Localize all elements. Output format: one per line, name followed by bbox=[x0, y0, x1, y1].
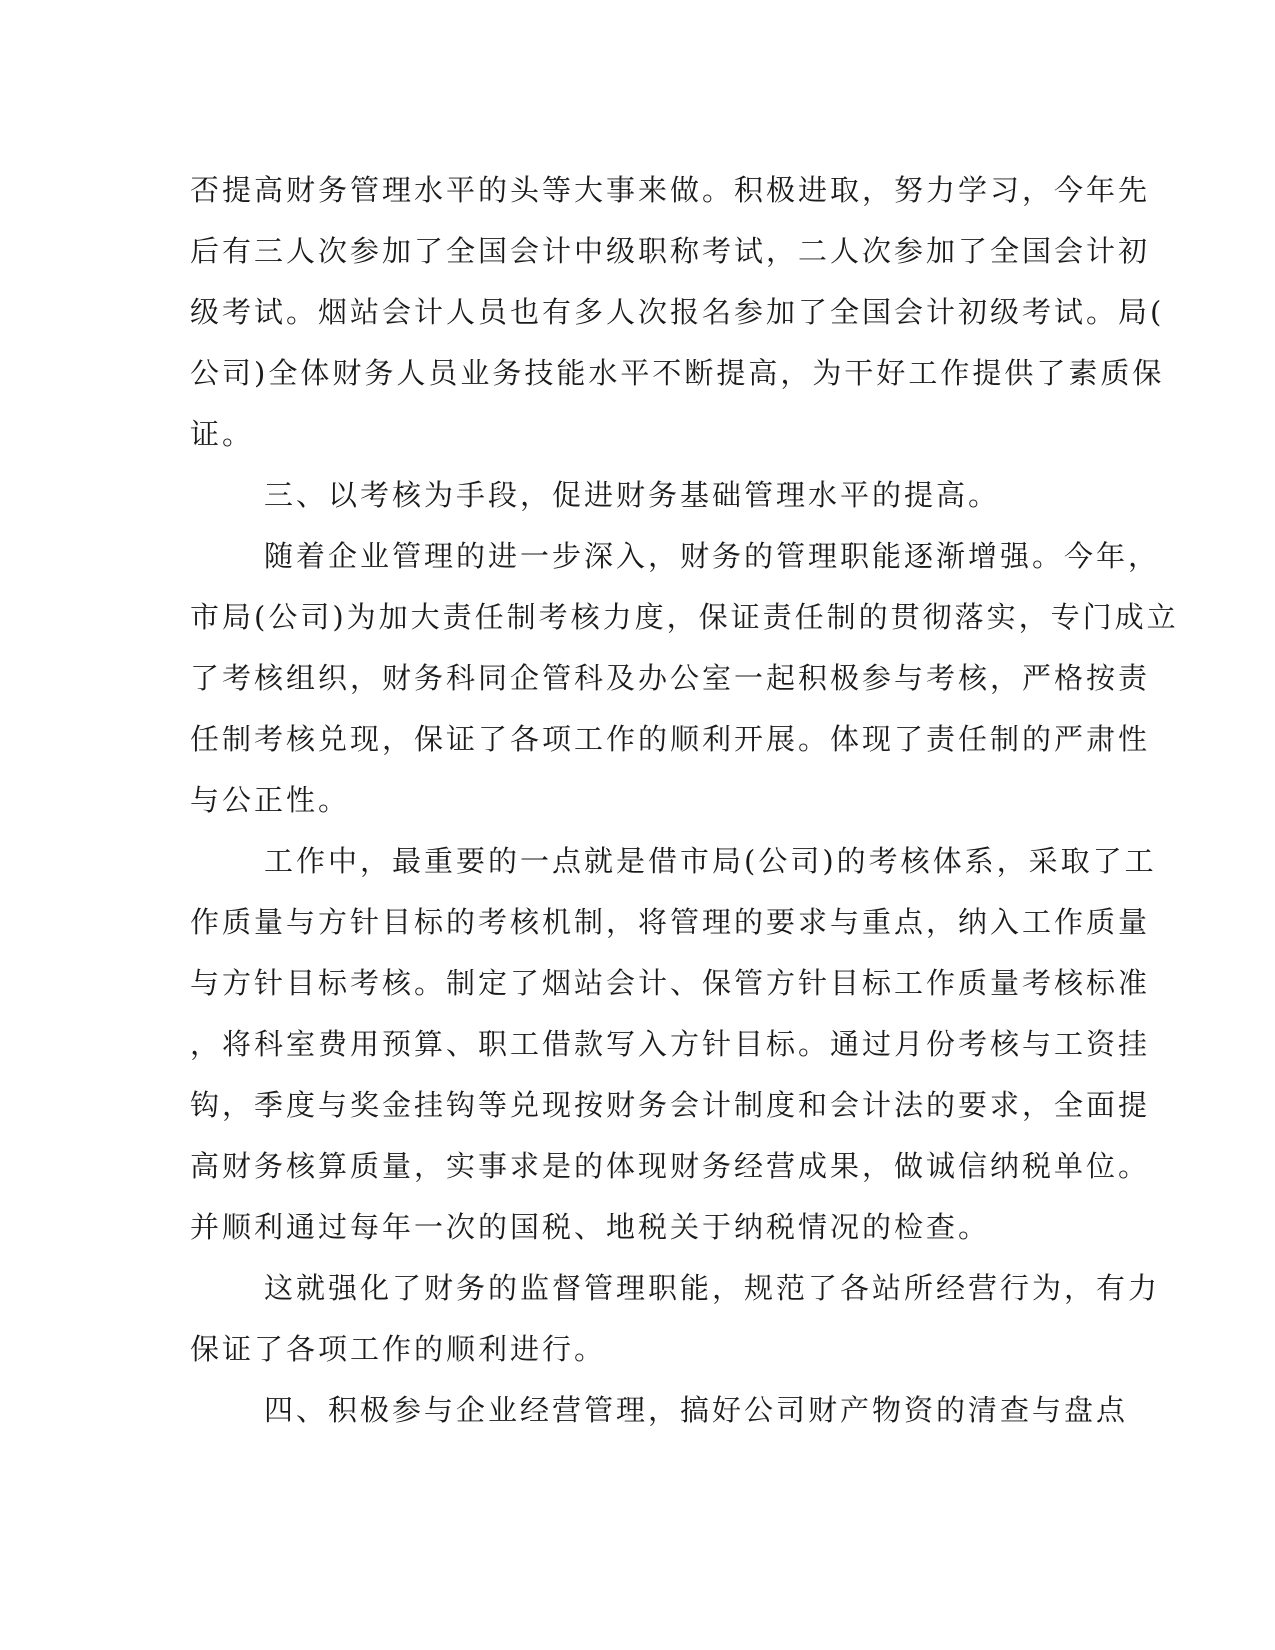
section-heading-4: 四、积极参与企业经营管理，搞好公司财产物资的清查与盘点 bbox=[264, 1393, 1129, 1427]
text-line: 随着企业管理的进一步深入，财务的管理职能逐渐增强。今年， bbox=[264, 539, 1161, 573]
text-line: ，将科室费用预算、职工借款写入方针目标。通过月份考核与工资挂 bbox=[190, 1027, 1151, 1061]
text-line: 后有三人次参加了全国会计中级职称考试，二人次参加了全国会计初 bbox=[190, 234, 1151, 268]
text-line: 市局(公司)为加大责任制考核力度，保证责任制的贯彻落实，专门成立 bbox=[190, 600, 1179, 634]
section-heading-3: 三、以考核为手段，促进财务基础管理水平的提高。 bbox=[264, 478, 1001, 512]
text-line: 作质量与方针目标的考核机制，将管理的要求与重点，纳入工作质量 bbox=[190, 905, 1151, 939]
text-line: 证。 bbox=[190, 417, 255, 451]
text-line: 否提高财务管理水平的头等大事来做。积极进取，努力学习，今年先 bbox=[190, 173, 1151, 207]
document-body bbox=[190, 160, 1179, 1441]
text-line: 任制考核兑现，保证了各项工作的顺利开展。体现了责任制的严肃性 bbox=[190, 722, 1151, 756]
text-line: 与公正性。 bbox=[190, 783, 351, 817]
text-line: 工作中，最重要的一点就是借市局(公司)的考核体系，采取了工 bbox=[264, 844, 1157, 878]
text-line: 了考核组织，财务科同企管科及办公室一起积极参与考核，严格按责 bbox=[190, 661, 1151, 695]
text-line: 与方针目标考核。制定了烟站会计、保管方针目标工作质量考核标准 bbox=[190, 966, 1151, 1000]
text-line: 公司)全体财务人员业务技能水平不断提高，为干好工作提供了素质保 bbox=[190, 356, 1165, 390]
text-line: 钩，季度与奖金挂钩等兑现按财务会计制度和会计法的要求，全面提 bbox=[190, 1088, 1151, 1122]
text-line: 并顺利通过每年一次的国税、地税关于纳税情况的检查。 bbox=[190, 1210, 991, 1244]
text-line: 保证了各项工作的顺利进行。 bbox=[190, 1332, 607, 1366]
text-line: 高财务核算质量，实事求是的体现财务经营成果，做诚信纳税单位。 bbox=[190, 1149, 1151, 1183]
text-line: 级考试。烟站会计人员也有多人次报名参加了全国会计初级考试。局( bbox=[190, 295, 1165, 329]
text-line: 这就强化了财务的监督管理职能，规范了各站所经营行为，有力 bbox=[264, 1271, 1161, 1305]
